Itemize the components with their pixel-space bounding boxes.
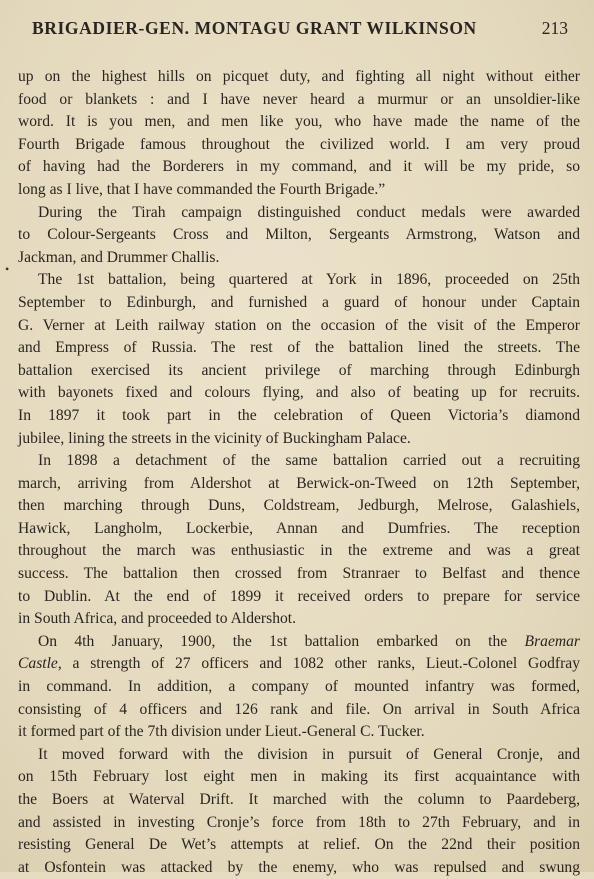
text-line: Castle, a strength of 27 officers and 1082 other ranks, Lieut.-Colonel Godfray [18, 655, 580, 673]
text-line: Hawick, Langholm, Lockerbie, Annan and Dumfries. The reception [18, 519, 580, 537]
text-line: Jackman, and Drummer Challis. [18, 248, 220, 266]
text-line: In 1897 it took part in the celebration of Queen Victoria’s diamond [18, 406, 580, 424]
text-line: On 4th January, 1900, the 1st battalion embarked on the Braemar [38, 632, 580, 650]
text-line: Fourth Brigade famous throughout the civilized world. I am very proud [18, 135, 580, 153]
page-number: 213 [541, 18, 568, 38]
text-line: the Boers at Waterval Drift. It marched with the column to Paardeberg, [18, 791, 580, 808]
text-line: at Osfontein was attacked by the enemy, who was repulsed and swung [18, 858, 580, 876]
text-line: G. Verner at Leith railway station on the occasion of the visit of the Emperor [18, 316, 580, 334]
text-line: of having had the Borderers in my command, and it will be my pride, so [18, 158, 580, 176]
text-line: to Colour-Sergeants Cross and Milton, Sergeants Armstrong, Watson and [18, 226, 580, 244]
text-line: long as I live, that I have commanded the Fourth Brigade.” [18, 180, 386, 198]
margin-mark: • [5, 262, 10, 276]
text-line: march, arriving from Aldershot at Berwick-on-Tweed on 12th September, [18, 474, 580, 492]
text-line: up on the highest hills on picquet duty, and fighting all night without either [18, 68, 580, 85]
text-line: consisting of 4 officers and 126 rank and file. On arrival in South Africa [18, 700, 580, 718]
text-line: word. It is you men, and men like you, who have made the name of the [18, 113, 580, 131]
text-line: and Empress of Russia. The rest of the battalion lined the streets. The [18, 339, 580, 357]
text-line: success. The battalion then crossed from Stranraer to Belfast and thence [18, 565, 580, 583]
text-line: in command. In addition, a company of mounted infantry was formed, [18, 678, 580, 696]
text-line: on 15th February lost eight men in making its first acquaintance with [18, 768, 580, 786]
text-line: jubilee, lining the streets in the vicinity of Buckingham Palace. [18, 429, 411, 447]
text-line: battalion exercised its ancient privilege of marching through Edinburgh [18, 361, 580, 379]
text-line: it formed part of the 7th division under Lieut.-General C. Tucker. [18, 723, 425, 741]
text-line: The 1st battalion, being quartered at York in 1896, proceeded on 25th [38, 271, 580, 289]
text-line: In 1898 a detachment of the same battalion carried out a recruiting [38, 452, 580, 470]
ship-name: Castle [18, 655, 58, 673]
running-head-title: BRIGADIER-GEN. MONTAGU GRANT WILKINSON [32, 18, 477, 38]
text-line: throughout the march was enthusiastic in the extreme and was a great [18, 542, 580, 560]
text-line: It moved forward with the division in pursuit of General Cronje, and [38, 745, 580, 763]
text-line: resisting General De Wet’s attempts at relief. On the 22nd their position [18, 836, 580, 854]
ship-name: Braemar [524, 632, 580, 650]
body-text [18, 66, 580, 879]
running-head [18, 16, 580, 44]
text-line: food or blankets : and I have never heard a murmur or an unsoldier-like [18, 90, 580, 108]
text-line: September to Edinburgh, and furnished a guard of honour under Captain [18, 293, 580, 311]
text-line: then marching through Duns, Coldstream, Jedburgh, Melrose, Galashiels, [18, 497, 580, 515]
text-line: with bayonets fixed and colours flying, and also of beating up for recruits. [18, 384, 580, 402]
text-line: and assisted in investing Cronje’s force from 18th to 27th February, and in [18, 813, 580, 831]
text-line: in South Africa, and proceeded to Aldershot. [18, 610, 297, 628]
text-line: to Dublin. At the end of 1899 it received orders to prepare for service [18, 587, 580, 605]
text-line: During the Tirah campaign distinguished conduct medals were awarded [38, 203, 580, 221]
